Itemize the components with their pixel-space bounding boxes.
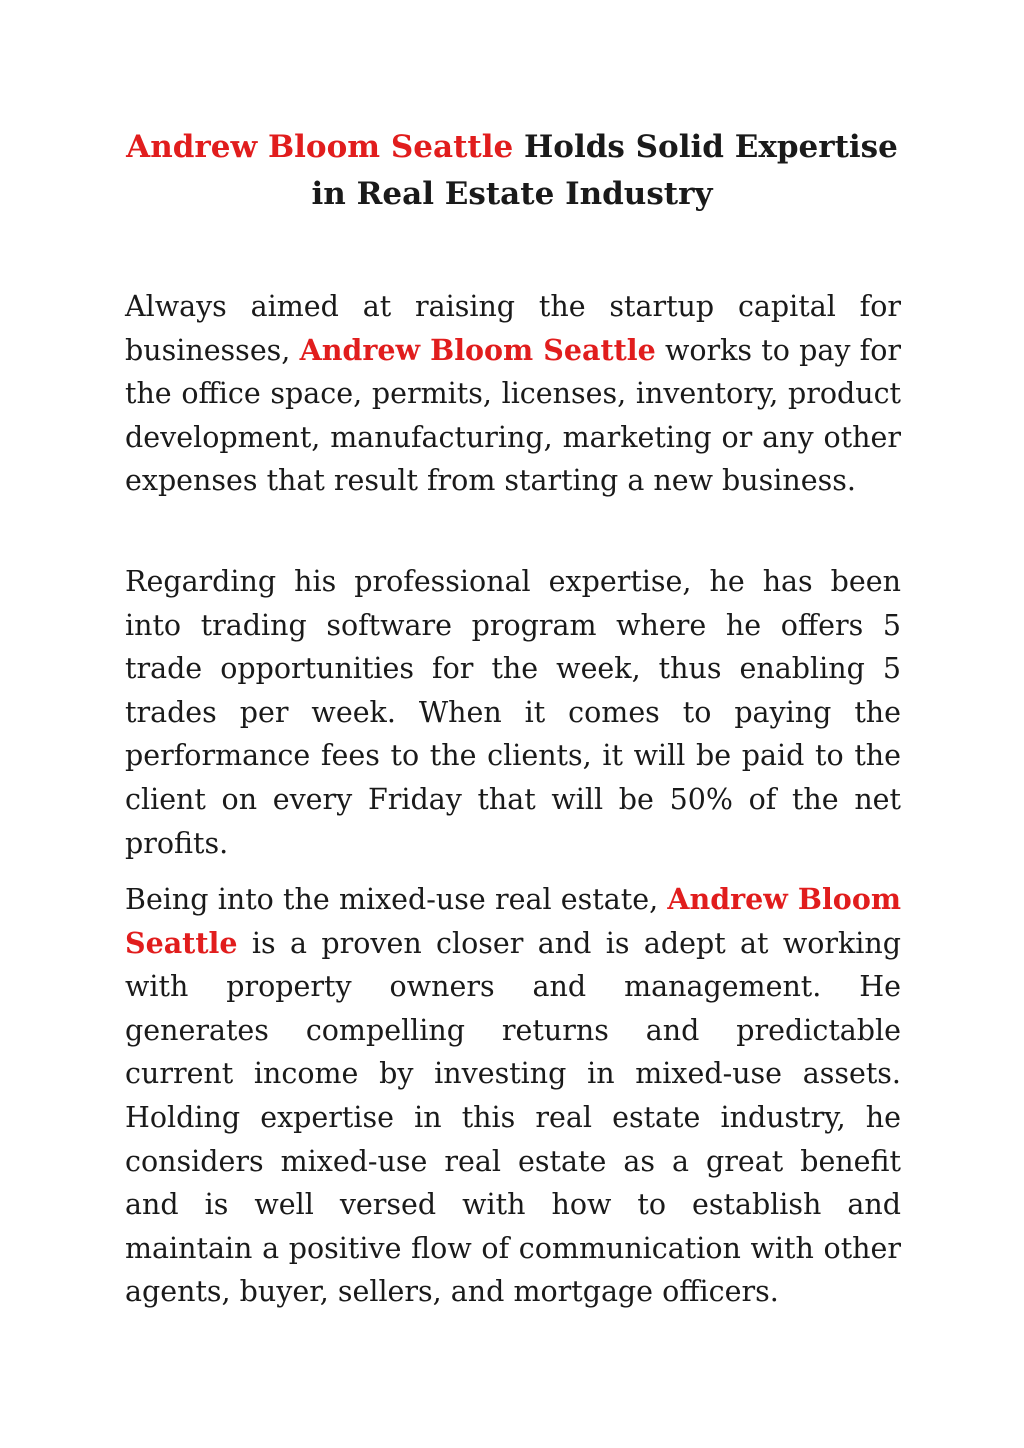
paragraph-3-text-before: Being into the mixed-use real estate, <box>125 883 668 916</box>
paragraph-trading-software: Regarding his professional expertise, he has been into trading software program where he offers 5 trade opportunities for the week, thus enabling 5 trades per week. When it comes to paying the performance fees to the clients, it will be paid to the client on every Friday that will be 50% of the net profits. <box>125 565 901 860</box>
paragraph-1-text-before: Always aimed at raising the startup capital for businesses, <box>125 290 901 367</box>
title-highlight-name: Andrew Bloom Seattle <box>126 129 514 165</box>
title-rest: Holds Solid Expertise in Real Estate Industry <box>311 129 898 212</box>
paragraph-startup-capital <box>125 285 901 503</box>
paragraph-3-text-after: is a proven closer and is adept at working with property owners and management. He generates compelling returns and predictable current income by investing in mixed-use assets. Holding expertise in this real estate industry, he considers mixed-use real estate as a great benefit and is well versed with how to establish and maintain a positive flow of communication with other agents, buyer, sellers, and mortgage officers. <box>125 926 901 1309</box>
document-title <box>110 124 914 218</box>
paragraph-mixed-use-real-estate <box>125 878 901 1314</box>
paragraph-1-text-after: works to pay for the office space, permits, licenses, inventory, product development, manufacturing, marketing or any other expenses that result from starting a new business. <box>125 333 901 498</box>
paragraph-3-highlight-name: Andrew Bloom Seattle <box>125 882 901 960</box>
paragraph-1-highlight-name: Andrew Bloom Seattle <box>299 332 656 367</box>
